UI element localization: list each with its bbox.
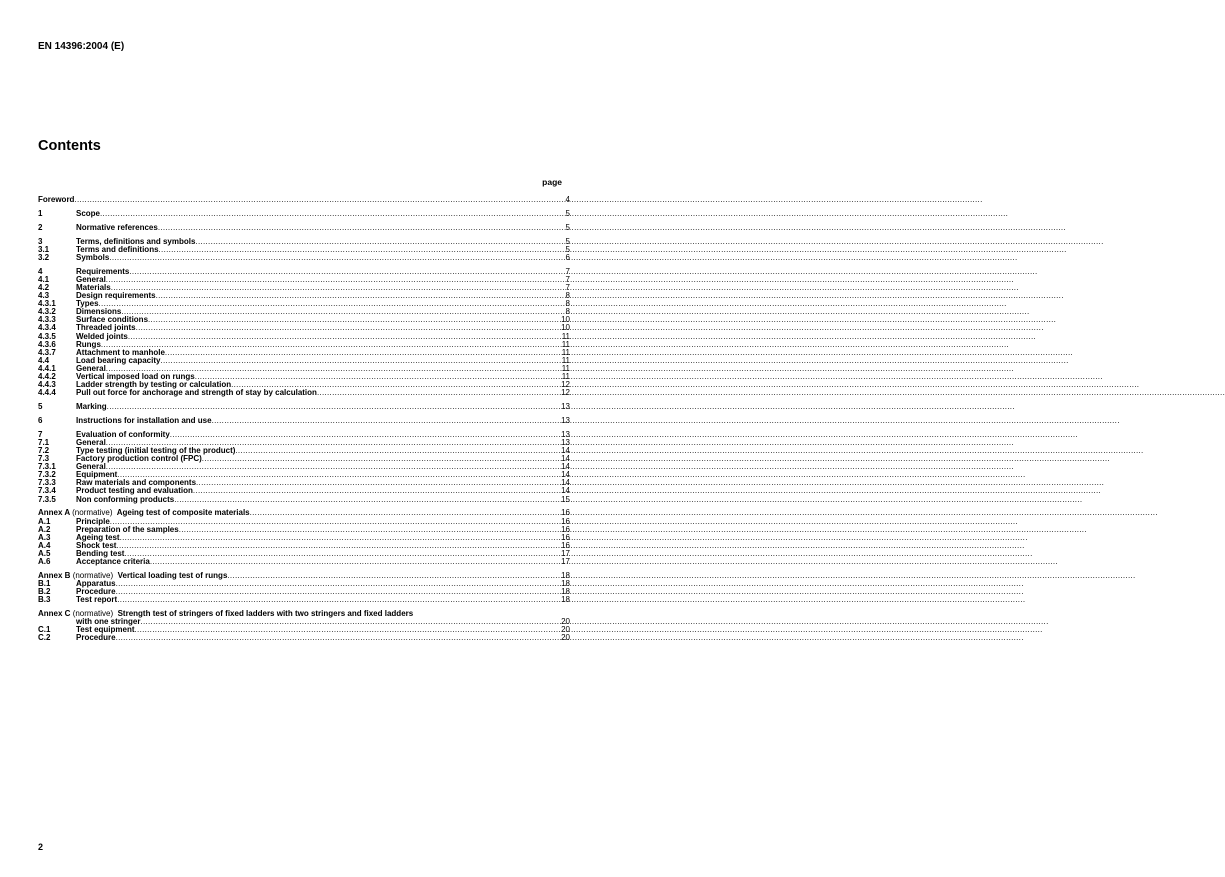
toc-number: 4.3.4 — [38, 323, 56, 333]
toc-page: 14 — [561, 454, 570, 464]
toc-number: A.2 — [38, 524, 51, 534]
toc-number: A.5 — [38, 548, 51, 558]
toc-page: 16 — [561, 532, 570, 542]
toc-text: Factory production control (FPC) — [76, 454, 202, 464]
toc-number: 4.3.6 — [38, 339, 56, 349]
toc-page: 13 — [561, 437, 570, 447]
toc-number: 4.3.2 — [38, 307, 56, 317]
toc-page: 18 — [561, 579, 570, 589]
toc-page: 4 — [565, 195, 570, 204]
page-column-label: page — [542, 177, 562, 187]
toc-text: Attachment to manhole — [76, 347, 165, 357]
annex-title: Ageing test of composite materials — [116, 508, 250, 518]
toc-entry[interactable] — [38, 254, 570, 262]
toc-page: 10 — [561, 323, 570, 333]
annex-b-items — [38, 580, 570, 604]
toc-number: 4.3.7 — [38, 347, 56, 357]
annex-kind: (normative) — [72, 508, 113, 518]
toc-text: Scope — [76, 208, 101, 218]
toc-number: 4.4.2 — [38, 371, 56, 381]
toc-text: General — [76, 437, 106, 447]
toc-page: 16 — [561, 508, 570, 518]
toc-page: 13 — [561, 402, 570, 412]
annex-kind: (normative) — [72, 609, 114, 619]
annex-title-cont: with one stringer — [76, 617, 141, 627]
toc-text: Types — [76, 299, 99, 309]
toc-page: 13 — [561, 429, 570, 439]
toc-text: Marking — [76, 402, 107, 412]
toc-number: 7.3.2 — [38, 470, 56, 480]
toc-page: 11 — [561, 371, 570, 381]
toc-text: Pull out force for anchorage and strength of stay by calculation — [76, 388, 317, 398]
toc-number: 6 — [38, 415, 43, 425]
toc-text: Principle — [76, 516, 110, 526]
toc-text: Rungs — [76, 339, 101, 349]
document-header: EN 14396:2004 (E) — [38, 41, 125, 52]
toc-number: 3.1 — [38, 244, 50, 254]
toc-number: 4.2 — [38, 282, 50, 292]
toc-text: Normative references — [76, 222, 158, 232]
toc-text: Product testing and evaluation — [76, 486, 193, 496]
toc-entry[interactable] — [38, 558, 570, 566]
toc-text: Test equipment — [76, 625, 135, 635]
toc-number: 1 — [38, 208, 43, 218]
toc-number: A.1 — [38, 516, 51, 526]
toc-text: Instructions for installation and use — [76, 415, 212, 425]
toc-number: 7.3.3 — [38, 478, 56, 488]
toc-text: Non conforming products — [76, 494, 175, 504]
toc-text: Terms and definitions — [76, 244, 159, 254]
annex-label: Annex C — [38, 609, 71, 619]
toc-page: 16 — [561, 516, 570, 526]
annex-kind: (normative) — [72, 570, 114, 580]
annex-c-items — [38, 626, 570, 642]
toc-number: 4.4.1 — [38, 363, 56, 373]
toc-text: Surface conditions — [76, 315, 149, 325]
toc-page: 11 — [561, 363, 570, 373]
toc-number: 3.2 — [38, 252, 50, 262]
toc-page: 17 — [561, 548, 570, 558]
toc-number: 5 — [38, 402, 43, 412]
toc-number: 4.3.1 — [38, 299, 56, 309]
toc-entry[interactable] — [38, 496, 570, 504]
toc-text: Preparation of the samples — [76, 524, 179, 534]
toc-text: Materials — [76, 282, 111, 292]
toc-number: 4.4 — [38, 355, 50, 365]
toc-number: 7.3.1 — [38, 462, 56, 472]
toc-number: 4.3 — [38, 291, 50, 301]
toc-page: 14 — [561, 486, 570, 496]
toc-entry[interactable] — [38, 634, 570, 642]
toc-entry[interactable] — [38, 224, 570, 232]
toc-entry[interactable] — [38, 596, 570, 604]
toc-number: A.4 — [38, 540, 51, 550]
toc-text: Procedure — [76, 633, 116, 643]
toc-number: 7 — [38, 429, 43, 439]
toc-entry[interactable] — [38, 403, 570, 411]
annex-label: Annex A — [38, 508, 70, 518]
toc-text: Raw materials and components — [76, 478, 197, 488]
toc-number: 7.3 — [38, 454, 50, 464]
toc-text: Ladder strength by testing or calculation — [76, 380, 232, 390]
toc-page: 8 — [565, 291, 570, 301]
toc-page: 18 — [561, 587, 570, 597]
toc-text: Procedure — [76, 587, 116, 597]
toc-text: Bending test — [76, 548, 125, 558]
toc-number: 4 — [38, 266, 43, 276]
toc-entry[interactable] — [38, 210, 570, 218]
toc-text: Acceptance criteria — [76, 557, 150, 567]
annex-title: Strength test of stringers of fixed ladders with two stringers and fixed ladders — [117, 609, 414, 619]
toc-text: Evaluation of conformity — [76, 429, 170, 439]
annex-title: Vertical loading test of rungs — [117, 570, 228, 580]
toc-text: Welded joints — [76, 331, 128, 341]
toc-number: A.6 — [38, 557, 51, 567]
toc-text: Design requirements — [76, 291, 156, 301]
toc-number: 4.4.4 — [38, 388, 56, 398]
toc-page: 12 — [561, 388, 570, 398]
toc-number: C.2 — [38, 633, 51, 643]
toc-number: 3 — [38, 236, 43, 246]
toc-page: 20 — [561, 617, 570, 627]
toc-text: Foreword — [38, 195, 75, 204]
toc-page: 13 — [561, 415, 570, 425]
toc-number: 2 — [38, 222, 43, 232]
toc-page: 5 — [565, 208, 570, 218]
toc-text: General — [76, 363, 106, 373]
toc-text: Equipment — [76, 470, 118, 480]
toc-page: 14 — [561, 478, 570, 488]
toc-number: B.1 — [38, 579, 51, 589]
toc-text: Shock test — [76, 540, 117, 550]
annex-a-items — [38, 518, 570, 567]
toc-page: 11 — [561, 355, 570, 365]
toc-page: 5 — [565, 236, 570, 246]
toc-page: 5 — [565, 244, 570, 254]
toc-number: 7.3.5 — [38, 494, 56, 504]
toc-page: 18 — [561, 595, 570, 605]
toc-foreword[interactable] — [38, 196, 570, 204]
toc-page: 14 — [561, 470, 570, 480]
toc-page: 14 — [561, 462, 570, 472]
page-number: 2 — [38, 842, 44, 852]
toc-text: Apparatus — [76, 579, 116, 589]
toc-number: 4.3.3 — [38, 315, 56, 325]
toc-text: Threaded joints — [76, 323, 136, 333]
toc-page: 6 — [565, 252, 570, 262]
toc-number: 7.1 — [38, 437, 50, 447]
toc-page: 18 — [561, 570, 570, 580]
toc-page: 7 — [565, 282, 570, 292]
toc-page: 7 — [565, 274, 570, 284]
toc-page: 12 — [561, 380, 570, 390]
toc-number: 7.2 — [38, 446, 50, 456]
toc-text: Load bearing capacity — [76, 355, 161, 365]
toc-page: 15 — [561, 494, 570, 504]
toc-page: 11 — [561, 331, 570, 341]
toc-number: 4.1 — [38, 274, 50, 284]
toc-text: Dimensions — [76, 307, 122, 317]
toc-text: Symbols — [76, 252, 110, 262]
toc-text: General — [76, 462, 106, 472]
toc-text: Requirements — [76, 266, 130, 276]
toc-entry[interactable] — [38, 389, 570, 397]
toc-page: 8 — [565, 299, 570, 309]
toc-page: 16 — [561, 540, 570, 550]
toc-page: 14 — [561, 446, 570, 456]
toc-text: Vertical imposed load on rungs — [76, 371, 195, 381]
toc-text: Ageing test — [76, 532, 120, 542]
toc-entries — [38, 210, 570, 504]
toc-page: 17 — [561, 557, 570, 567]
toc-number: 4.4.3 — [38, 380, 56, 390]
toc-number: B.3 — [38, 595, 51, 605]
toc-number: 7.3.4 — [38, 486, 56, 496]
toc-number: A.3 — [38, 532, 51, 542]
toc-number: C.1 — [38, 625, 51, 635]
toc-page: 11 — [561, 347, 570, 357]
toc-page: 16 — [561, 524, 570, 534]
toc-text: Test report — [76, 595, 118, 605]
toc-page: 20 — [561, 633, 570, 643]
table-of-contents — [38, 196, 570, 642]
toc-page: 8 — [565, 307, 570, 317]
toc-text: Terms, definitions and symbols — [76, 236, 196, 246]
toc-number: B.2 — [38, 587, 51, 597]
toc-page: 5 — [565, 222, 570, 232]
toc-page: 7 — [565, 266, 570, 276]
toc-page: 20 — [561, 625, 570, 635]
toc-page: 11 — [561, 339, 570, 349]
annex-label: Annex B — [38, 570, 71, 580]
toc-page: 10 — [561, 315, 570, 325]
page-title: Contents — [38, 138, 101, 154]
toc-entry[interactable] — [38, 417, 570, 425]
toc-text: Type testing (initial testing of the product) — [76, 446, 236, 456]
toc-number: 4.3.5 — [38, 331, 56, 341]
toc-text: General — [76, 274, 106, 284]
